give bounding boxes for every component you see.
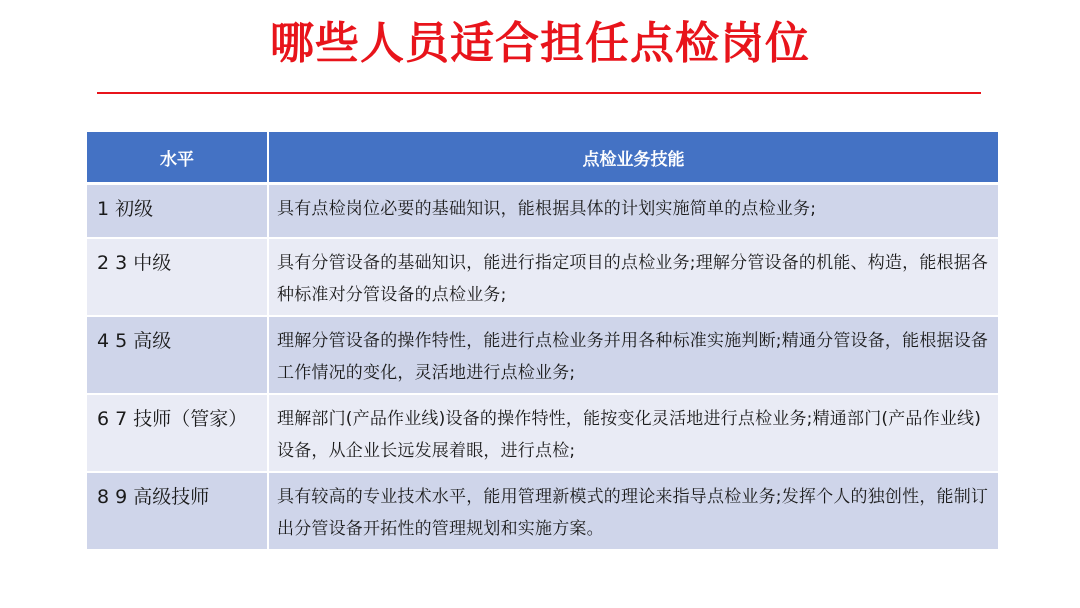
table-row <box>87 316 998 394</box>
level-cell: 2 3 中级 <box>87 238 268 316</box>
title-divider <box>97 92 981 94</box>
level-cell: 6 7 技师（管家） <box>87 394 268 472</box>
header-level: 水平 <box>87 132 268 184</box>
table-header-row <box>87 132 998 184</box>
skill-cell: 具有分管设备的基础知识，能进行指定项目的点检业务;理解分管设备的机能、构造，能根据各种标准对分管设备的点检业务; <box>268 238 998 316</box>
skills-table <box>87 132 998 551</box>
level-cell: 8 9 高级技师 <box>87 472 268 550</box>
table-row <box>87 184 998 239</box>
level-cell: 4 5 高级 <box>87 316 268 394</box>
skill-cell: 具有较高的专业技术水平，能用管理新模式的理论来指导点检业务;发挥个人的独创性，能制订出分管设备开拓性的管理规划和实施方案。 <box>268 472 998 550</box>
table-row <box>87 394 998 472</box>
table-row <box>87 238 998 316</box>
page-title: 哪些人员适合担任点检岗位 <box>270 18 810 69</box>
level-cell: 1 初级 <box>87 184 268 239</box>
skill-cell: 理解分管设备的操作特性，能进行点检业务并用各种标准实施判断;精通分管设备，能根据设备工作情况的变化，灵活地进行点检业务; <box>268 316 998 394</box>
table-row <box>87 472 998 550</box>
header-skills: 点检业务技能 <box>268 132 998 184</box>
skill-cell: 理解部门(产品作业线)设备的操作特性，能按变化灵活地进行点检业务;精通部门(产品作业线)设备，从企业长远发展着眼，进行点检; <box>268 394 998 472</box>
skill-cell: 具有点检岗位必要的基础知识，能根据具体的计划实施简单的点检业务; <box>268 184 998 239</box>
